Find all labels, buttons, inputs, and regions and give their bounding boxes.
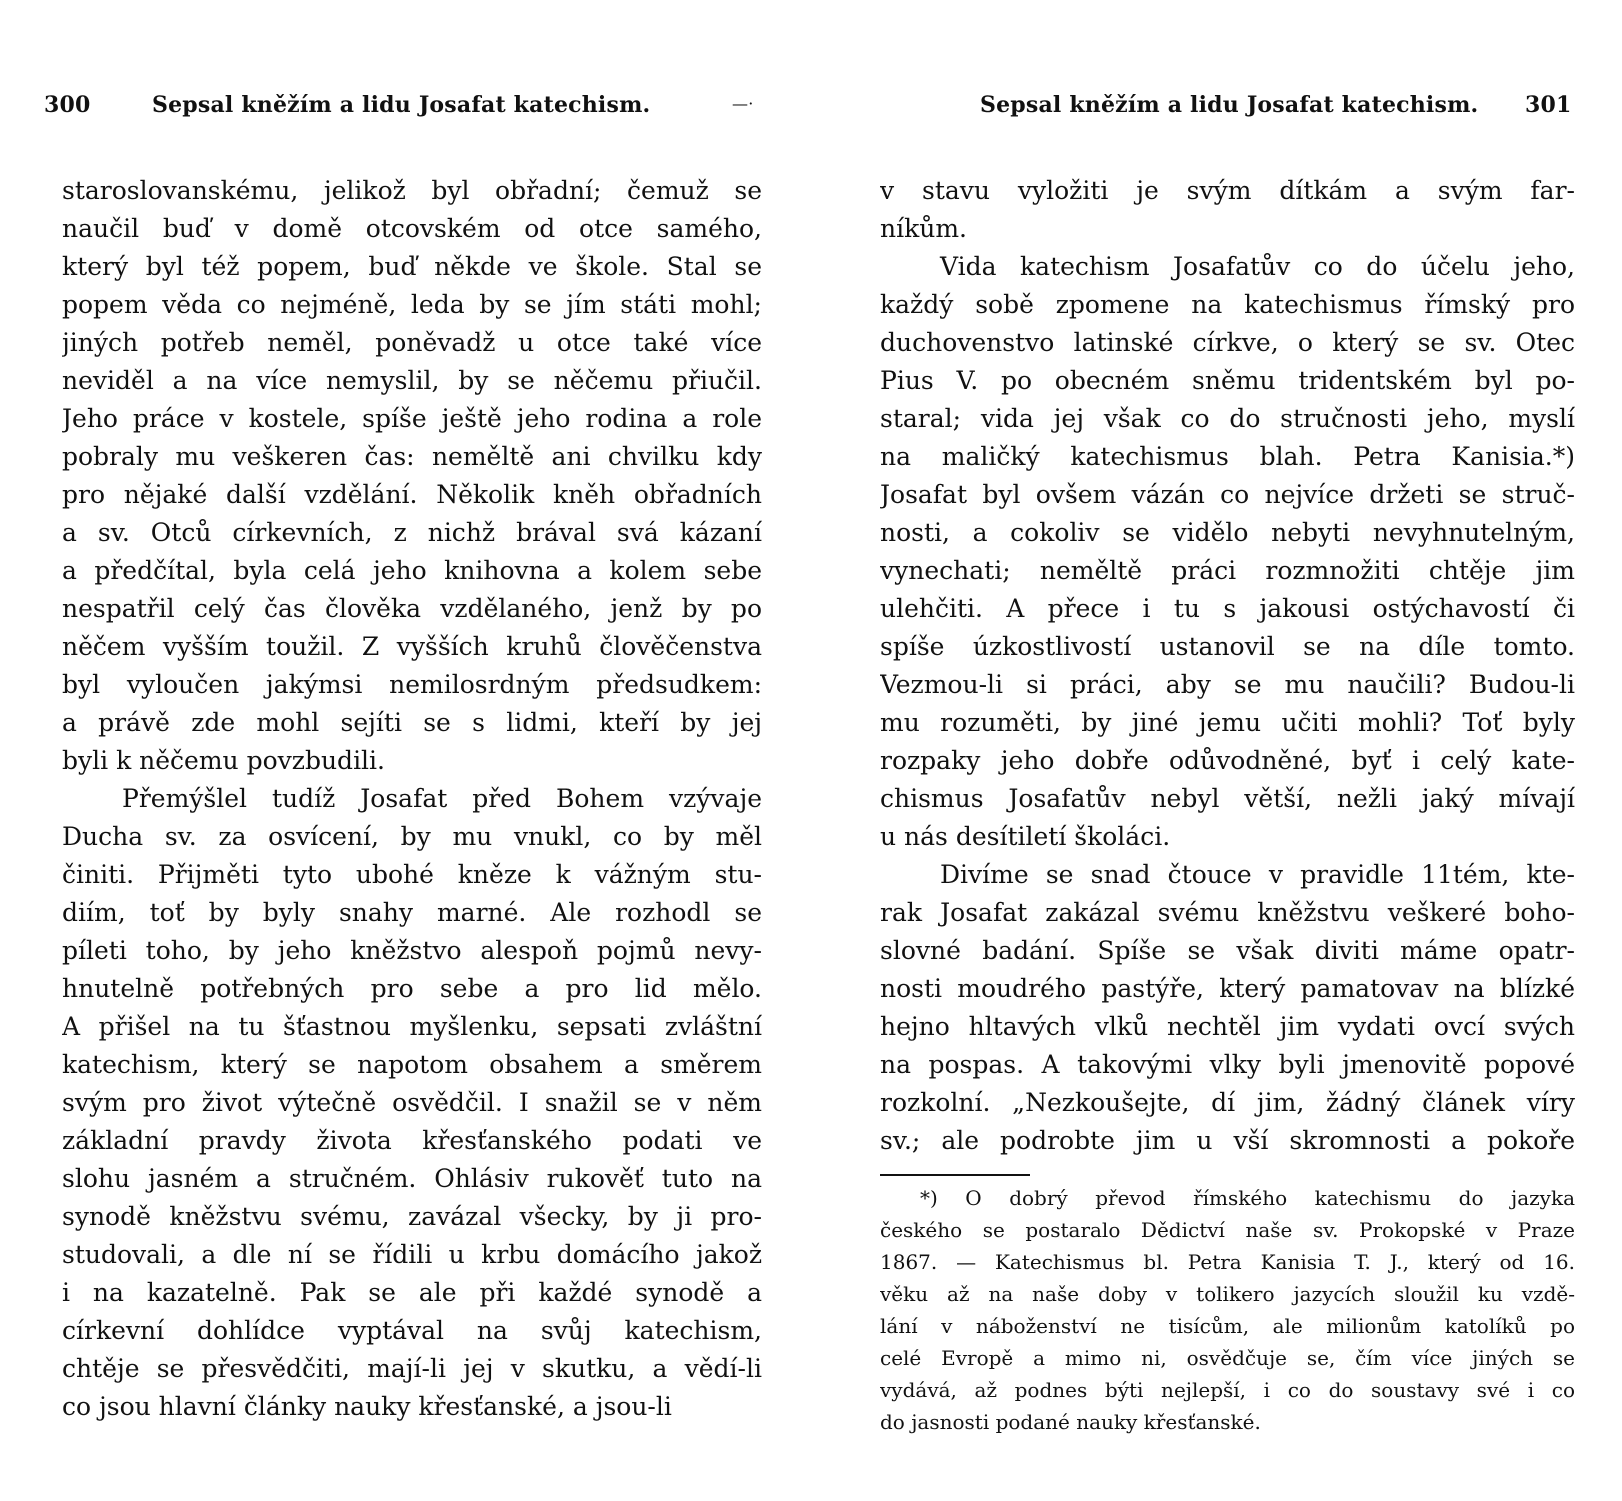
- left-text-line: chtěje se přesvědčiti, mají-li jej v skutku, a vědí-li: [62, 1354, 762, 1383]
- right-text-line: ulehčiti. A přece i tu s jakousi ostýchavostí či: [880, 594, 1575, 623]
- left-text-line: hnutelně potřebných pro sebe a pro lid mělo.: [62, 974, 762, 1003]
- left-page-number: 300: [44, 92, 91, 118]
- left-text-line: jiných potřeb neměl, poněvadž u otce také více: [62, 328, 762, 357]
- left-text-line: a předčítal, byla celá jeho knihovna a kolem sebe: [62, 556, 762, 585]
- left-text-line: Jeho práce v kostele, spíše ještě jeho rodina a role: [62, 404, 762, 433]
- left-text-line: co jsou hlavní články nauky křesťanské, a jsou-li: [62, 1392, 672, 1421]
- right-text-line: u nás desítiletí školáci.: [880, 822, 1171, 851]
- left-text-line: nespatřil celý čas člověka vzdělaného, jenž by po: [62, 594, 762, 623]
- right-page-number: 301: [1525, 92, 1572, 118]
- footnote-line: celé Evropě a mimo ni, osvědčuje se, čím více jiných se: [880, 1346, 1575, 1370]
- right-text-line: níkům.: [880, 214, 967, 243]
- right-text-line: rozpaky jeho dobře odůvodněné, byť i celý kate-: [880, 746, 1575, 775]
- footnote-line: věku až na naše doby v tolikero jazycích sloužil ku vzdě-: [880, 1282, 1575, 1306]
- footnote-rule: [880, 1174, 1030, 1176]
- right-text-line: každý sobě zpomene na katechismus římský pro: [880, 290, 1575, 319]
- left-text-line: a právě zde mohl sejíti se s lidmi, kteří by jej: [62, 708, 762, 737]
- left-text-line: neviděl a na více nemyslil, by se něčemu přiučil.: [62, 366, 762, 395]
- right-text-line: sv.; ale podrobte jim u vší skromnosti a pokoře: [880, 1126, 1575, 1155]
- right-text-line: mu rozuměti, by jiné jemu učiti mohli? Toť byly: [880, 708, 1575, 737]
- right-text-line: nosti moudrého pastýře, který pamatovav na blízké: [880, 974, 1575, 1003]
- right-text-line: chismus Josafatův nebyl větší, nežli jaký mívají: [880, 784, 1575, 813]
- right-text-line: duchovenstvo latinské církve, o který se sv. Otec: [880, 328, 1575, 357]
- right-text-line: Pius V. po obecném sněmu tridentském byl po-: [880, 366, 1575, 395]
- left-text-line: katechism, který se napotom obsahem a směrem: [62, 1050, 762, 1079]
- left-text-line: činiti. Přijměti tyto ubohé kněze k vážným stu-: [62, 860, 762, 889]
- left-text-line: pro nějaké další vzdělání. Několik kněh obřadních: [62, 480, 762, 509]
- footnote-line: *) O dobrý převod římského katechismu do jazyka: [920, 1186, 1575, 1210]
- right-body-text: [880, 172, 1575, 1160]
- left-text-line: slohu jasném a stručném. Ohlásiv rukověť tuto na: [62, 1164, 762, 1193]
- left-text-line: popem věda co nejméně, leda by se jím státi mohl;: [62, 290, 762, 319]
- left-text-line: Ducha sv. za osvícení, by mu vnukl, co by měl: [62, 822, 762, 851]
- right-text-line: rak Josafat zakázal svému kněžstvu veškeré boho-: [880, 898, 1575, 927]
- right-text-line: na maličký katechismus blah. Petra Kanisia.*): [880, 442, 1575, 471]
- left-text-line: církevní dohlídce vyptával na svůj katechism,: [62, 1316, 762, 1345]
- left-text-line: A přišel na tu šťastnou myšlenku, sepsati zvláštní: [62, 1012, 762, 1041]
- left-text-line: něčem vyšším toužil. Z vyšších kruhů člověčenstva: [62, 632, 762, 661]
- footnote-line: vydává, až podnes býti nejlepší, i co do soustavy své i co: [880, 1378, 1575, 1402]
- right-text-line: staral; vida jej však co do stručnosti jeho, myslí: [880, 404, 1575, 433]
- left-text-line: a sv. Otců církevních, z nichž brával svá kázaní: [62, 518, 762, 547]
- right-text-line: na pospas. A takovými vlky byli jmenovitě popové: [880, 1050, 1575, 1079]
- footnote-line: 1867. — Katechismus bl. Petra Kanisia T. J., který od 16.: [880, 1250, 1575, 1274]
- right-text-line: Josafat byl ovšem vázán co nejvíce držeti se struč-: [880, 480, 1575, 509]
- left-running-title: Sepsal kněžím a lidu Josafat katechism.: [152, 92, 651, 118]
- right-text-line: Vida katechism Josafatův co do účelu jeho,: [940, 252, 1575, 281]
- left-text-line: naučil buď v domě otcovském od otce samého,: [62, 214, 762, 243]
- left-margin-mark: —·: [732, 94, 754, 113]
- left-text-line: svým pro život výtečně osvědčil. I snažil se v něm: [62, 1088, 762, 1117]
- footnote-line: českého se postaralo Dědictví naše sv. Prokopské v Praze: [880, 1218, 1575, 1242]
- right-running-head: [880, 92, 1575, 132]
- left-text-line: který byl též popem, buď někde ve škole. Stal se: [62, 252, 762, 281]
- left-text-line: pobraly mu veškeren čas: neměltě ani chvilku kdy: [62, 442, 762, 471]
- left-text-line: píleti toho, by jeho kněžstvo alespoň pojmů nevy-: [62, 936, 762, 965]
- right-text-line: v stavu vyložiti je svým dítkám a svým far-: [880, 176, 1575, 205]
- left-text-line: Přemýšlel tudíž Josafat před Bohem vzývaje: [122, 784, 762, 813]
- left-text-line: byli k něčemu povzbudili.: [62, 746, 385, 775]
- left-text-line: diím, toť by byly snahy marné. Ale rozhodl se: [62, 898, 762, 927]
- right-text-line: vynechati; neměltě práci rozmnožiti chtěje jim: [880, 556, 1575, 585]
- left-text-line: i na kazatelně. Pak se ale při každé synodě a: [62, 1278, 762, 1307]
- right-text-line: Divíme se snad čtouce v pravidle 11tém, kte-: [940, 860, 1575, 889]
- right-text-line: slovné badání. Spíše se však diviti máme opatr-: [880, 936, 1575, 965]
- footnote-line: lání v náboženství ne tisícům, ale milionům katolíků po: [880, 1314, 1575, 1338]
- footnotes: [880, 1182, 1575, 1438]
- right-text-line: nosti, a cokoliv se vidělo nebyti nevyhnutelným,: [880, 518, 1575, 547]
- left-text-line: základní pravdy života křesťanského podati ve: [62, 1126, 762, 1155]
- right-text-line: Vezmou-li si práci, aby se mu naučili? Budou-li: [880, 670, 1575, 699]
- right-text-line: spíše úzkostlivostí ustanovil se na díle tomto.: [880, 632, 1575, 661]
- footnote-line: do jasnosti podané nauky křesťanské.: [880, 1410, 1261, 1434]
- left-text-line: studovali, a dle ní se řídili u krbu domácího jakož: [62, 1240, 762, 1269]
- right-text-line: rozkolní. „Nezkoušejte, dí jim, žádný článek víry: [880, 1088, 1575, 1117]
- left-body-text: [62, 172, 762, 1426]
- left-text-line: synodě kněžstvu svému, zavázal všecky, by ji pro-: [62, 1202, 762, 1231]
- right-text-line: hejno hltavých vlků nechtěl jim vydati ovcí svých: [880, 1012, 1575, 1041]
- right-running-title: Sepsal kněžím a lidu Josafat katechism.: [980, 92, 1479, 118]
- left-text-line: byl vyloučen jakýmsi nemilosrdným předsudkem:: [62, 670, 762, 699]
- left-text-line: staroslovanskému, jelikož byl obřadní; čemuž se: [62, 176, 762, 205]
- left-running-head: [44, 92, 762, 132]
